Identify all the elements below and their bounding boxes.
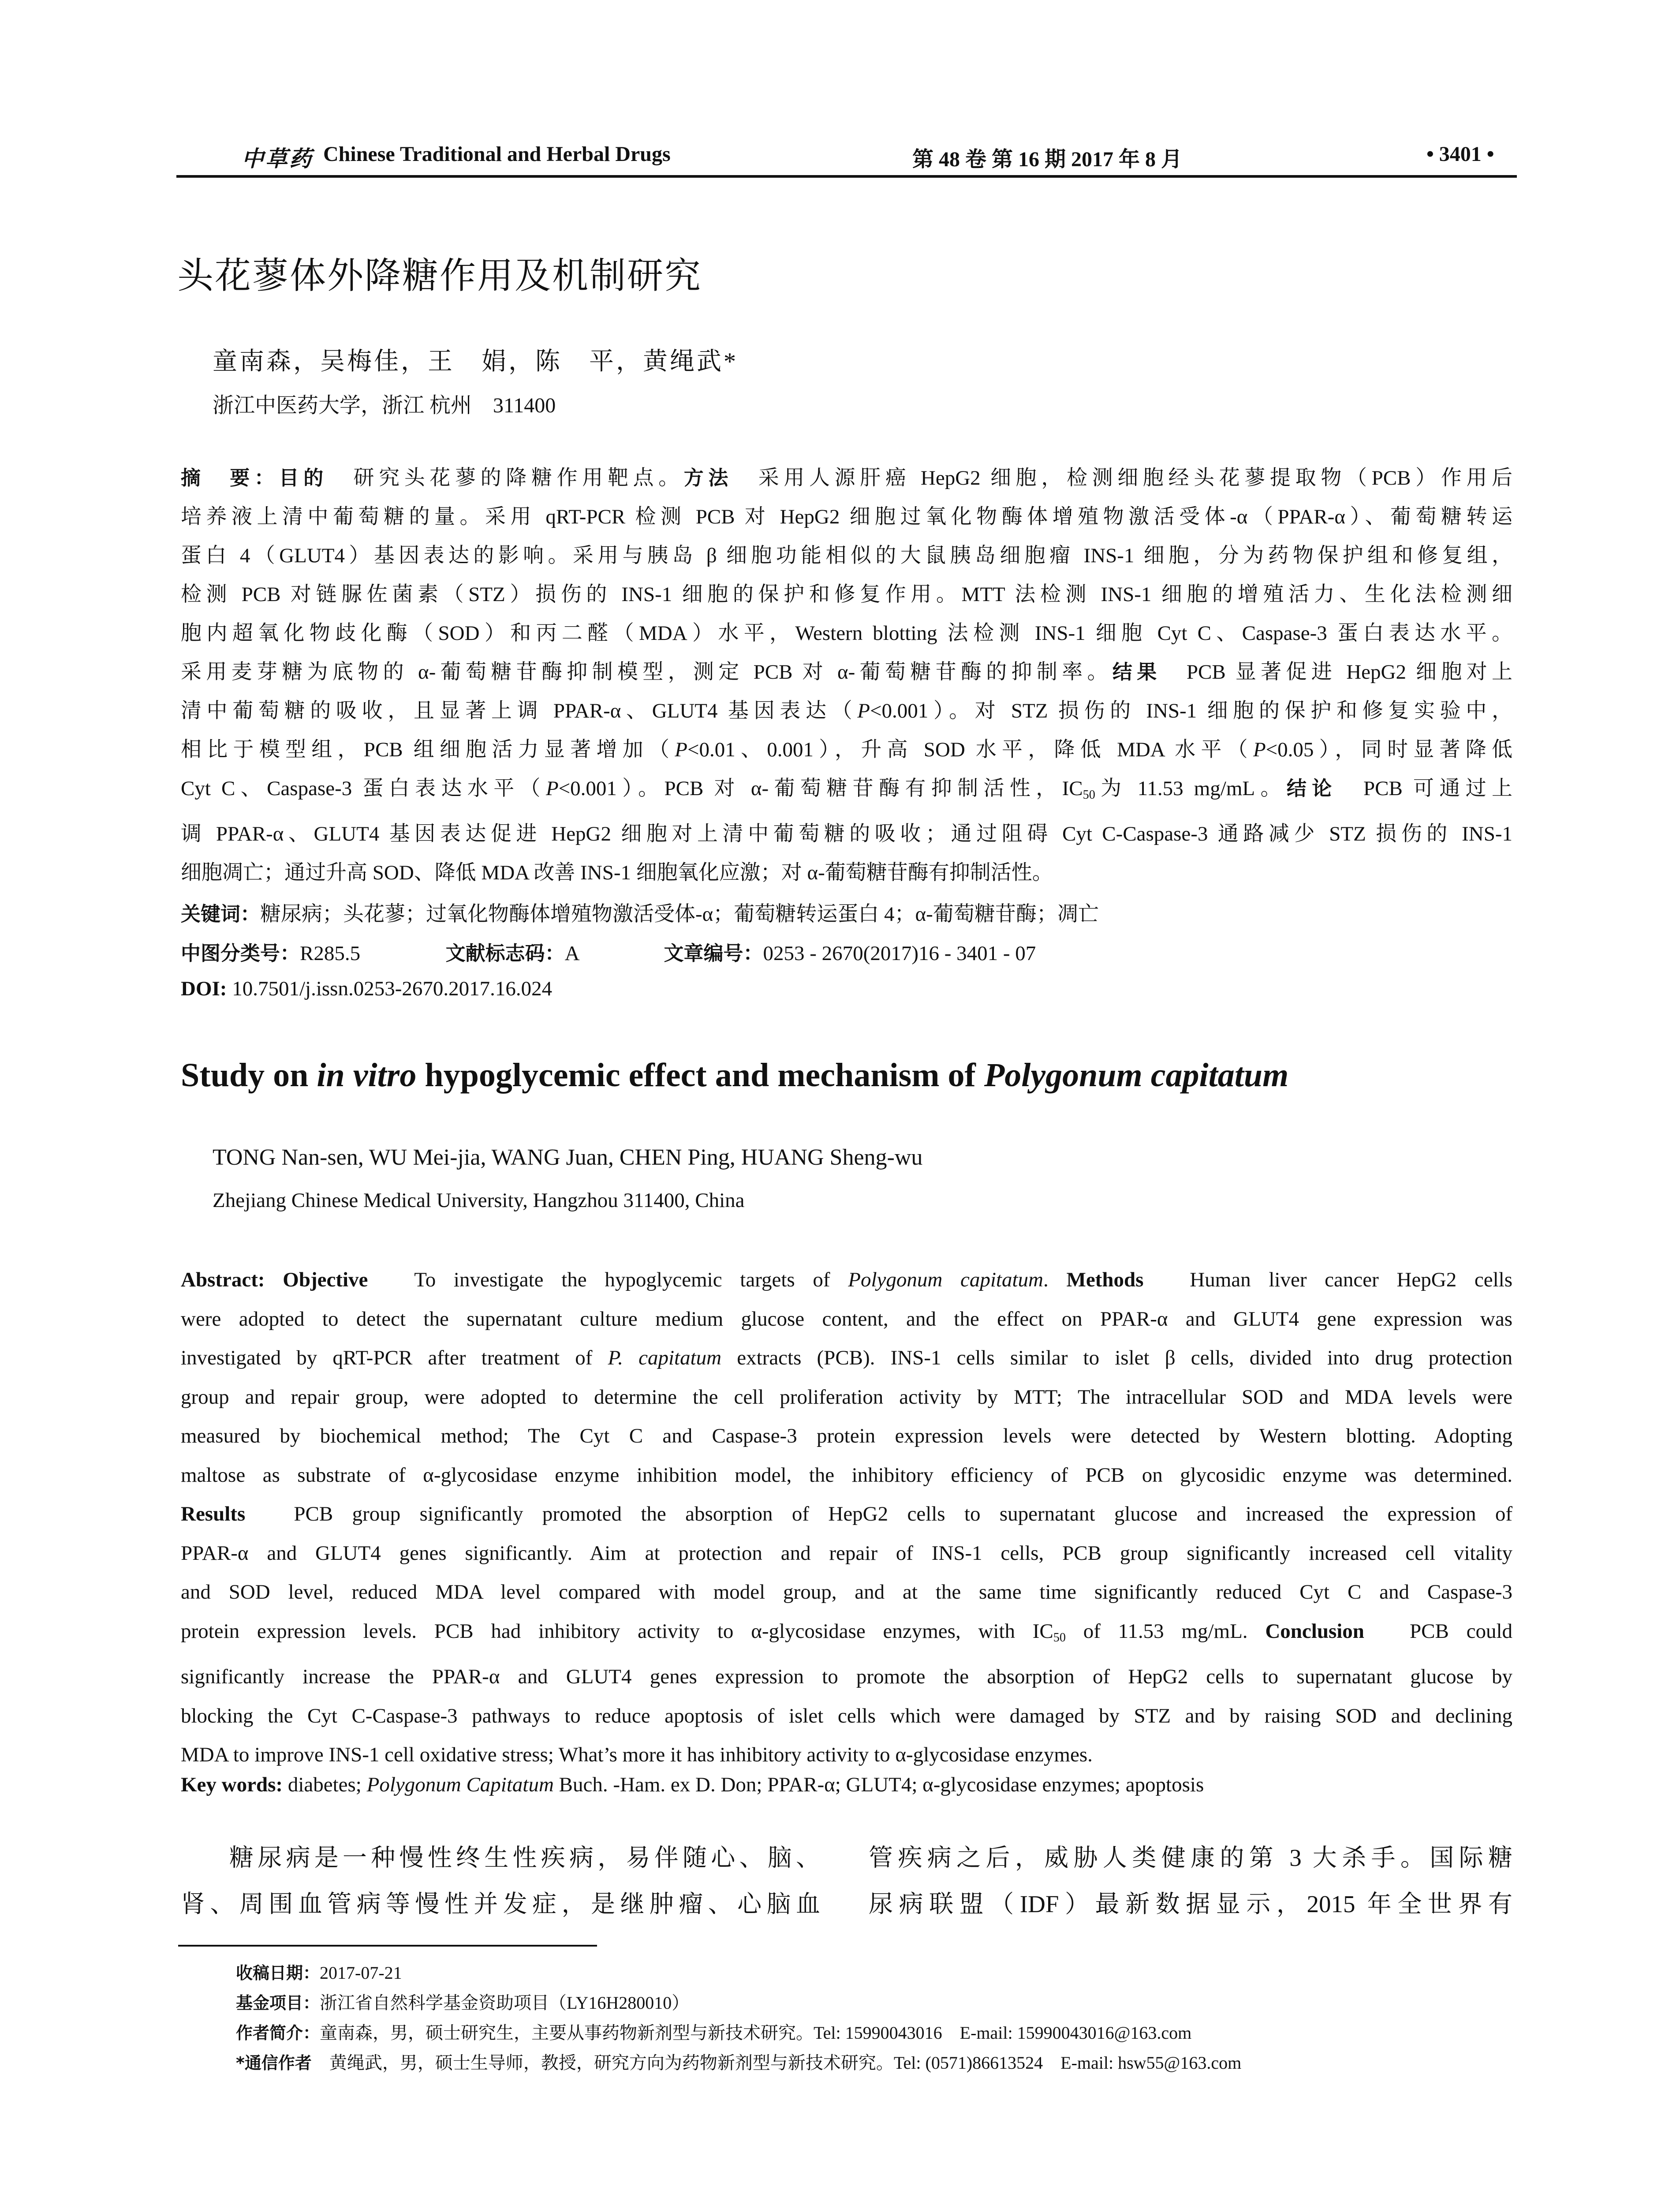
text: protein expression levels. PCB had inhibitory activity to α-glycosidase enzymes, with IC (181, 1619, 1053, 1643)
en-abstract-line: measured by biochemical method; The Cyt C and Caspase-3 protein expression levels were detected by Western blotting. Adopting (181, 1424, 1512, 1447)
issue-info: 第 48 卷 第 16 期 2017 年 8 月 (912, 148, 1183, 171)
footnote-author (236, 2018, 1241, 2048)
text: Polygonum capitatum (848, 1268, 1043, 1291)
text: 作者简介： (236, 2023, 320, 2043)
footnote-fund (236, 1988, 1241, 2018)
text: 尿病联盟（IDF）最新数据显示，2015 年全世界有 (869, 1891, 1512, 1917)
objective-label: 目的 (279, 466, 328, 490)
text: 童南森，男，硕士研究生，主要从事药物新剂型与新技术研究。Tel: 15990043016 E-mail: 15990043016@163.com (320, 2023, 1192, 2043)
cn-abstract-line: 胞内超氧化物歧化酶（SOD）和丙二醛（MDA）水平，Western blotting 法检测 INS-1 细胞 Cyt C、Caspase-3 蛋白表达水平。 (181, 622, 1512, 645)
text: 50 (1083, 788, 1095, 802)
en-abstract-line: blocking the Cyt C-Caspase-3 pathways to reduce apoptosis of islet cells which were damaged by STZ and by raising SOD and declining (181, 1704, 1512, 1727)
en-title (181, 1056, 1288, 1095)
text: Human liver cancer HepG2 cells (1190, 1268, 1513, 1291)
en-abstract-line: and SOD level, reduced MDA level compared with model group, and at the same time significantly reduced Cyt C and Caspase-3 (181, 1581, 1512, 1603)
en-affiliation: Zhejiang Chinese Medical University, Hangzhou 311400, China (213, 1189, 745, 1212)
text: Conclusion (1265, 1619, 1364, 1643)
cn-keywords (181, 897, 1099, 927)
en-abstract-line (181, 1338, 1512, 1378)
text: 关键词： (181, 902, 261, 926)
text: Results (181, 1502, 246, 1525)
footnote-received (236, 1958, 1241, 1988)
en-keywords (181, 1773, 1204, 1797)
text: Cyt C、Caspase-3 蛋白表达水平（ (181, 777, 546, 800)
text: 清中葡萄糖的吸收，且显著上调 PPAR-α、GLUT4 基因表达（ (181, 699, 858, 722)
body-column-right (869, 1835, 1512, 1927)
text: P (857, 699, 870, 722)
text: P (675, 738, 687, 761)
text: 收稿日期： (236, 1963, 320, 1983)
text: 基金项目： (236, 1993, 320, 2013)
en-abstract-line: significantly increase the PPAR-α and GLUT4 genes expression to promote the absorption of HepG2 cells to supernatant glucose by (181, 1665, 1512, 1688)
en-abstract-line (181, 1260, 1512, 1300)
text: Polygonum capitatum (984, 1057, 1289, 1094)
text: To investigate the hypoglycemic targets of (414, 1268, 848, 1291)
text: DOI: (181, 977, 227, 1000)
text: diabetes; (287, 1773, 367, 1796)
en-abstract-line: were adopted to detect the supernatant culture medium glucose content, and the effect on PPAR-α and GLUT4 gene expression was (181, 1307, 1512, 1330)
text: *通信作者 (236, 2053, 312, 2073)
text: 文章编号： (664, 942, 763, 965)
text: Methods (1066, 1268, 1144, 1291)
footnote-rule (178, 1945, 597, 1947)
text: <0.01、0.001），升高 SOD 水平，降低 MDA 水平（ (687, 738, 1253, 761)
text: PCB 显著促进 HepG2 细胞对上 (1186, 661, 1513, 684)
text: <0.001）。对 STZ 损伤的 INS-1 细胞的保护和修复实验中， (870, 699, 1512, 722)
cn-classification (181, 937, 1512, 966)
text: 相比于模型组，PCB 组细胞活力显著增加（ (181, 738, 675, 761)
cn-abstract-line (181, 769, 1512, 815)
text: 浙江省自然科学基金资助项目（LY16H280010） (320, 1993, 690, 2013)
text: <0.05），同时显著降低 (1266, 738, 1512, 761)
text: 糖尿病；头花蓼；过氧化物酶体增殖物激活受体-α；葡萄糖转运蛋白 4；α-葡萄糖苷酶；凋亡 (260, 903, 1099, 926)
cn-abstract-line (181, 730, 1512, 769)
text: 采用人源肝癌 HepG2 细胞，检测细胞经头花蓼提取物（PCB）作用后 (758, 467, 1512, 490)
journal-name: Chinese Traditional and Herbal Drugs (323, 142, 671, 166)
cn-affiliation: 浙江中医药大学，浙江 杭州 311400 (213, 394, 556, 417)
cn-abstract-line: 蛋白 4（GLUT4）基因表达的影响。采用与胰岛 β 细胞功能相似的大鼠胰岛细胞瘤 INS-1 细胞，分为药物保护组和修复组， (181, 544, 1512, 567)
text: P (545, 777, 559, 800)
cn-abstract (181, 459, 1512, 892)
text: . (1043, 1268, 1067, 1291)
cn-abstract-line: 检测 PCB 对链脲佐菌素（STZ）损伤的 INS-1 细胞的保护和修复作用。MTT 法检测 INS-1 细胞的增殖活力、生化法检测细 (181, 583, 1512, 606)
text: PCB group significantly promoted the absorption of HepG2 cells to supernatant glucose and increased the expression of (294, 1502, 1512, 1525)
en-abstract-line (181, 1495, 1512, 1534)
en-abstract-line: maltose as substrate of α-glycosidase enzyme inhibition model, the inhibitory efficiency of PCB on glycosidic enzyme was determined. (181, 1463, 1512, 1487)
cn-abstract-line (181, 691, 1512, 730)
text: 采用麦芽糖为底物的 α-葡萄糖苷酶抑制模型，测定 PCB 对 α-葡萄糖苷酶的抑制率。 (181, 661, 1113, 684)
methods-label: 方法 (683, 466, 733, 490)
text: 研究头花蓼的降糖作用靶点。 (353, 467, 684, 490)
text: 中图分类号： (181, 942, 300, 965)
text: 50 (1053, 1630, 1066, 1644)
en-abstract (181, 1260, 1512, 1775)
abstract-label: 摘 要： (181, 466, 279, 490)
en-authors: TONG Nan-sen, WU Mei-jia, WANG Juan, CHEN Ping, HUANG Sheng-wu (213, 1145, 923, 1170)
text: Key words: (181, 1773, 283, 1796)
text: 文献标志码： (445, 942, 565, 965)
cn-abstract-line: 调 PPAR-α、GLUT4 基因表达促进 HepG2 细胞对上清中葡萄糖的吸收；通过阻碍 Cyt C-Caspase-3 通路减少 STZ 损伤的 INS-1 (181, 822, 1512, 845)
cn-abstract-line (181, 459, 1512, 497)
cn-abstract-line: 培养液上清中葡萄糖的量。采用 qRT-PCR 检测 PCB 对 HepG2 细胞过氧化物酶体增殖物激活受体-α（PPAR-α）、葡萄糖转运 (181, 505, 1512, 528)
text: Objective (283, 1268, 368, 1291)
text: hypoglycemic effect and mechanism of (416, 1057, 984, 1094)
text: Study on (181, 1057, 317, 1094)
cn-abstract-line (181, 653, 1512, 691)
text: P (1253, 738, 1266, 761)
text: <0.001）。PCB 对 α-葡萄糖苷酶有抑制活性，IC (558, 777, 1083, 800)
footnote-corresponding (236, 2048, 1241, 2078)
text: 黄绳武，男，硕士生导师，教授，研究方向为药物新剂型与新技术研究。Tel: (0571)86613524 E-mail: hsw55@163.com (329, 2053, 1242, 2073)
text: 糖尿病是一种慢性终生性疾病，易伴随心、脑、 (229, 1844, 820, 1871)
footnotes (236, 1958, 1241, 2078)
text: 2017-07-21 (320, 1963, 402, 1983)
cn-abstract-line: 细胞凋亡；通过升高 SOD、降低 MDA 改善 INS-1 细胞氧化应激；对 α-葡萄糖苷酶有抑制活性。 (181, 861, 1053, 884)
text: investigated by qRT-PCR after treatment of (181, 1346, 608, 1369)
text: 肾、周围血管病等慢性并发症，是继肿瘤、心脑血 (181, 1891, 820, 1917)
header-rule (176, 175, 1517, 178)
cn-authors: 童南森，吴梅佳，王 娟，陈 平，黄绳武* (213, 348, 738, 375)
text: Abstract: (181, 1268, 265, 1291)
text: P. capitatum (608, 1346, 722, 1369)
conclusion-label: 结论 (1286, 777, 1337, 800)
text: 为 11.53 mg/mL。 (1095, 777, 1287, 800)
text: R285.5 (300, 942, 361, 965)
text: 10.7501/j.issn.0253-2670.2017.16.024 (232, 977, 553, 1000)
text: Buch. -Ham. ex D. Don; PPAR-α; GLUT4; α-glycosidase enzymes; apoptosis (553, 1773, 1204, 1796)
text: A (564, 942, 579, 965)
text: PCB 可通过上 (1363, 777, 1513, 800)
en-abstract-line: MDA to improve INS-1 cell oxidative stress; What’s more it has inhibitory activity to α-glycosidase enzymes. (181, 1743, 1093, 1766)
en-abstract-line (181, 1612, 1512, 1658)
text: in vitro (317, 1057, 417, 1094)
results-label: 结果 (1112, 660, 1161, 684)
text: extracts (PCB). INS-1 cells similar to islet β cells, divided into drug protection (721, 1346, 1513, 1369)
body-column-left (181, 1835, 820, 1927)
en-abstract-line: group and repair group, were adopted to determine the cell proliferation activity by MTT; The intracellular SOD and MDA levels were (181, 1385, 1512, 1409)
text: Polygonum Capitatum (366, 1773, 554, 1796)
en-abstract-line: PPAR-α and GLUT4 genes significantly. Aim at protection and repair of INS-1 cells, PCB group significantly increased cell vitality (181, 1541, 1512, 1565)
doi (181, 977, 552, 1001)
text: PCB could (1409, 1619, 1513, 1643)
text: 0253 - 2670(2017)16 - 3401 - 07 (763, 942, 1036, 965)
text: of 11.53 mg/mL. (1065, 1619, 1266, 1643)
text: 管疾病之后，威胁人类健康的第 3 大杀手。国际糖 (869, 1844, 1512, 1871)
page-number: • 3401 • (1426, 142, 1494, 166)
journal-logo: 中草药 (242, 146, 313, 171)
cn-title: 头花蓼体外降糖作用及机制研究 (177, 255, 702, 297)
